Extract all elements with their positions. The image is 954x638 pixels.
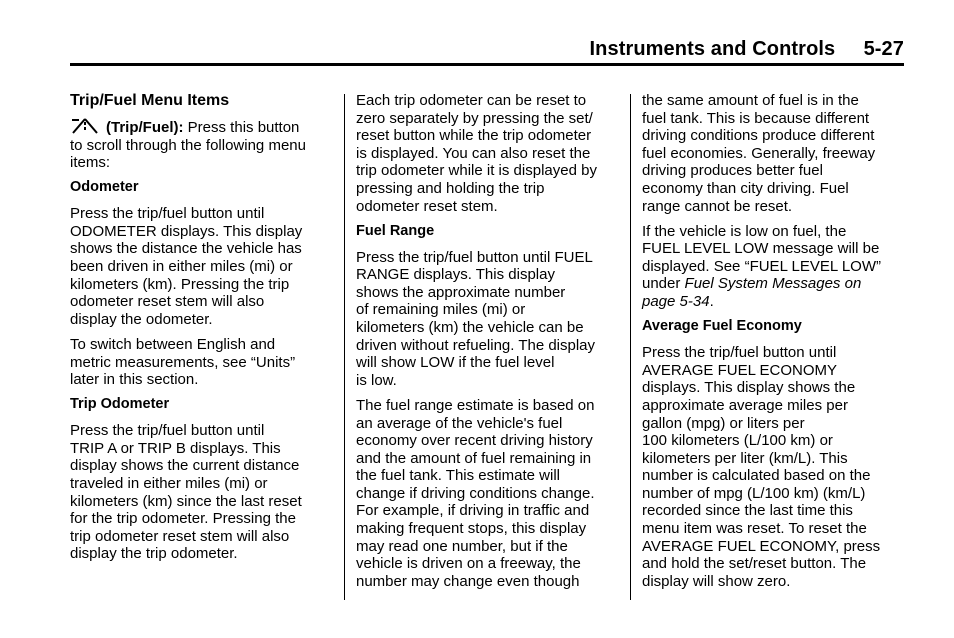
text-line: is displayed. You can also reset the: [356, 144, 591, 162]
cross-reference-page[interactable]: page 5-34: [642, 293, 710, 311]
text-line: making frequent stops, this display: [356, 520, 587, 538]
text-fragment: under: [642, 275, 685, 293]
intro-line: items:: [70, 154, 111, 172]
text-line: display the trip odometer.: [70, 545, 238, 563]
paragraph: [642, 344, 904, 590]
text-line: reset button while the trip odometer: [356, 127, 592, 145]
text-line: vehicle is driven on a freeway, the: [356, 555, 581, 573]
text-line: FUEL LEVEL LOW message will be: [642, 240, 880, 258]
text-line: approximate average miles per: [642, 396, 848, 414]
text-line: driving conditions produce different: [642, 127, 875, 145]
odometer-heading: Odometer: [70, 179, 139, 196]
text-line: For example, if driving in traffic and: [356, 502, 590, 520]
average-fuel-economy-heading: Average Fuel Economy: [642, 318, 802, 335]
paragraph: [70, 422, 332, 563]
text-line: fuel economies. Generally, freeway: [642, 144, 876, 162]
text-line: kilometers (km) since the last reset: [70, 492, 302, 510]
text-line: an average of the vehicle's fuel: [356, 414, 563, 432]
text-line: will show LOW if the fuel level: [356, 354, 555, 372]
text-line: driven without refueling. The display: [356, 336, 596, 354]
column-1: [70, 92, 332, 570]
column-2: [356, 92, 622, 598]
text-line: If the vehicle is low on fuel, the: [642, 222, 847, 240]
text-line: trip odometer reset stem will also: [70, 527, 290, 545]
text-line: driving produces better fuel: [642, 162, 823, 180]
text-line: kilometers (km) the vehicle can be: [356, 319, 584, 337]
text-line: pressing and holding the trip: [356, 179, 545, 197]
text-line: zero separately by pressing the set/: [356, 109, 593, 127]
text-line: economy over recent driving history: [356, 432, 593, 450]
text-line: ODOMETER displays. This display: [70, 222, 303, 240]
text-line: Press the trip/fuel button until FUEL: [356, 248, 593, 266]
text-line: the same amount of fuel is in the: [642, 92, 859, 109]
intro-text: Press this button: [187, 119, 300, 136]
text-line: Each trip odometer can be reset to: [356, 92, 587, 109]
text-line: RANGE displays. This display: [356, 266, 555, 284]
text-line: metric measurements, see “Units”: [70, 353, 296, 371]
fuel-range-heading: Fuel Range: [356, 222, 435, 239]
text-line: for the trip odometer. Pressing the: [70, 510, 296, 528]
text-line: display the odometer.: [70, 310, 213, 328]
text-line: economy than city driving. Fuel: [642, 179, 849, 197]
text-line: Press the trip/fuel button until: [70, 422, 265, 440]
header-rule: [70, 63, 904, 66]
page-header: [70, 36, 904, 66]
text-line: kilometers (km). Pressing the trip: [70, 275, 290, 293]
text-line: odometer reset stem.: [356, 197, 498, 215]
text-line: change if driving conditions change.: [356, 484, 595, 502]
text-line: fuel tank. This is because different: [642, 109, 870, 127]
text-line: is low.: [356, 371, 397, 389]
paragraph: [70, 336, 332, 389]
section-title: Instruments and Controls: [589, 38, 836, 60]
text-line: number is calculated based on the: [642, 467, 871, 485]
text-line: AVERAGE FUEL ECONOMY: [642, 361, 838, 379]
text-line: [642, 275, 904, 293]
paragraph: [70, 205, 332, 328]
text-line: 100 kilometers (L/100 km) or: [642, 432, 833, 450]
trip-fuel-icon: [70, 118, 100, 134]
text-line: TRIP A or TRIP B displays. This: [70, 439, 281, 457]
paragraph: [356, 92, 622, 215]
text-line: the fuel tank. This estimate will: [356, 467, 560, 485]
text-line: number may change even though: [356, 572, 580, 590]
text-line: later in this section.: [70, 371, 199, 389]
trip-odometer-heading: Trip Odometer: [70, 396, 170, 413]
text-line: shows the distance the vehicle has: [70, 240, 302, 258]
text-line: The fuel range estimate is based on: [356, 396, 595, 414]
text-line: recorded since the last time this: [642, 502, 853, 520]
text-line: displays. This display shows the: [642, 379, 856, 397]
text-line: display will show zero.: [642, 572, 791, 590]
text-line: and the amount of fuel remaining in: [356, 449, 592, 467]
paragraph: [642, 92, 904, 215]
text-line: gallon (mpg) or liters per: [642, 414, 805, 432]
section-heading: Trip/Fuel Menu Items: [70, 92, 230, 109]
page-number: 5-27: [863, 38, 904, 60]
text-line: [642, 293, 904, 311]
text-line: Press the trip/fuel button until: [642, 344, 837, 362]
intro-paragraph: [70, 118, 332, 172]
text-line: Press the trip/fuel button until: [70, 205, 265, 223]
text-line: menu item was reset. To reset the: [642, 520, 867, 538]
intro-line: to scroll through the following menu: [70, 136, 306, 154]
text-line: of remaining miles (mi) or: [356, 301, 526, 319]
text-line: To switch between English and: [70, 335, 276, 353]
text-line: AVERAGE FUEL ECONOMY, press: [642, 537, 881, 555]
paragraph: [642, 223, 904, 311]
intro-line: [70, 118, 332, 137]
header-title: [590, 38, 904, 61]
column-divider: [344, 94, 345, 600]
text-line: and hold the set/reset button. The: [642, 555, 867, 573]
paragraph: [356, 249, 622, 390]
intro-label: (Trip/Fuel):: [106, 119, 184, 136]
text-fragment: .: [709, 293, 714, 311]
column-3: [642, 92, 904, 598]
text-line: displayed. See “FUEL LEVEL LOW”: [642, 257, 881, 275]
text-line: range cannot be reset.: [642, 197, 793, 215]
column-divider: [630, 94, 631, 600]
text-line: shows the approximate number: [356, 283, 566, 301]
text-line: traveled in either miles (mi) or: [70, 475, 268, 492]
cross-reference-link[interactable]: Fuel System Messages on: [684, 275, 862, 293]
text-line: number of mpg (L/100 km) (km/L): [642, 484, 866, 502]
text-line: odometer reset stem will also: [70, 293, 265, 311]
paragraph: [356, 397, 622, 591]
text-line: kilometers per liter (km/L). This: [642, 449, 848, 467]
text-line: been driven in either miles (mi) or: [70, 258, 293, 276]
text-line: display shows the current distance: [70, 457, 300, 475]
text-line: trip odometer while it is displayed by: [356, 162, 597, 180]
text-line: may read one number, but if the: [356, 537, 568, 555]
